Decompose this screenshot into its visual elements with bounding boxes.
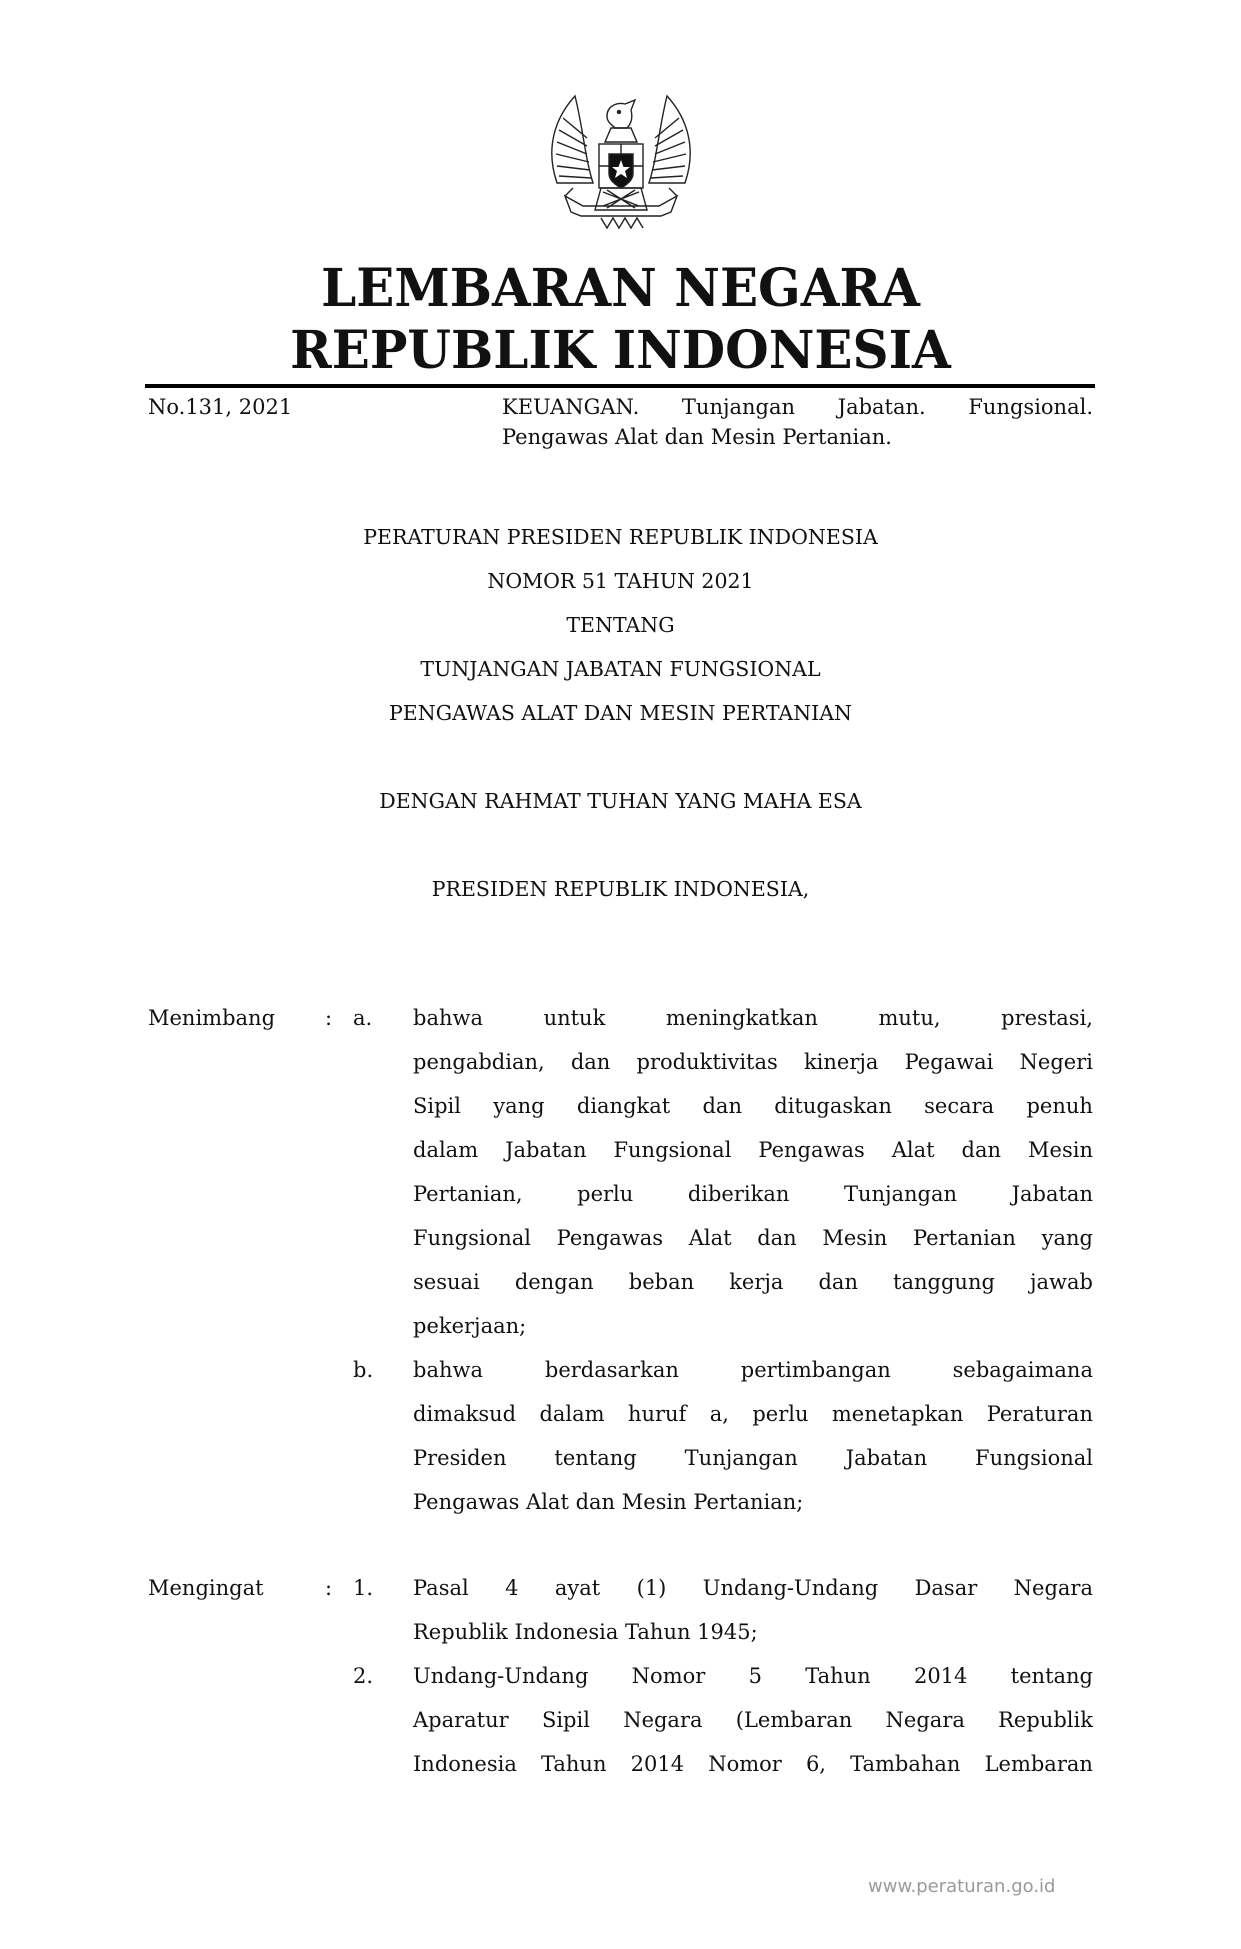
issue-description-line1: KEUANGAN. Tunjangan Jabatan. Fungsional.	[502, 395, 1093, 419]
regulation-type: PERATURAN PRESIDEN REPUBLIK INDONESIA	[363, 525, 878, 549]
menimbang-item-a-text	[413, 996, 1093, 1348]
menimbang-item-b-text	[413, 1348, 1093, 1524]
mengingat-label: Mengingat	[148, 1576, 264, 1600]
menimbang-item-b-marker: b.	[353, 1358, 374, 1382]
masthead-title-line2: REPUBLIK INDONESIA	[290, 318, 951, 381]
text-line: sesuai dengan beban kerja dan tanggung jawab	[413, 1270, 1093, 1294]
menimbang-label: Menimbang	[148, 1006, 276, 1030]
mengingat-item-1-marker: 1.	[353, 1576, 374, 1600]
issue-description-line2: Pengawas Alat dan Mesin Pertanian.	[502, 425, 892, 449]
text-line: bahwa berdasarkan pertimbangan sebagaimana	[413, 1358, 1093, 1382]
mengingat-colon: :	[325, 1576, 333, 1600]
text-line: pekerjaan;	[413, 1314, 527, 1338]
mengingat-item-1-text	[413, 1566, 1093, 1654]
regulation-subject-line1: TUNJANGAN JABATAN FUNGSIONAL	[420, 657, 821, 681]
text-line: dimaksud dalam huruf a, perlu menetapkan Peraturan	[413, 1402, 1093, 1426]
invocation: DENGAN RAHMAT TUHAN YANG MAHA ESA	[379, 789, 862, 813]
mengingat-item-2-text	[413, 1654, 1093, 1786]
text-line: dalam Jabatan Fungsional Pengawas Alat dan Mesin	[413, 1138, 1093, 1162]
text-line: Pengawas Alat dan Mesin Pertanian;	[413, 1490, 804, 1514]
masthead-divider	[145, 384, 1095, 388]
text-line: Indonesia Tahun 2014 Nomor 6, Tambahan Lembaran	[413, 1752, 1093, 1776]
mengingat-item-2-marker: 2.	[353, 1664, 374, 1688]
text-line: Presiden tentang Tunjangan Jabatan Fungsional	[413, 1446, 1093, 1470]
text-line: pengabdian, dan produktivitas kinerja Pegawai Negeri	[413, 1050, 1093, 1074]
regulation-number: NOMOR 51 TAHUN 2021	[487, 569, 754, 593]
issue-description	[502, 392, 1093, 452]
masthead-title-line1: LEMBARAN NEGARA	[321, 256, 920, 319]
text-line: Sipil yang diangkat dan ditugaskan secara penuh	[413, 1094, 1093, 1118]
text-line: Pasal 4 ayat (1) Undang-Undang Dasar Negara	[413, 1576, 1093, 1600]
regulation-about: TENTANG	[566, 613, 675, 637]
text-line: Republik Indonesia Tahun 1945;	[413, 1620, 758, 1644]
text-line: Undang-Undang Nomor 5 Tahun 2014 tentang	[413, 1664, 1093, 1688]
garuda-emblem-icon	[535, 88, 707, 238]
footer-url-link[interactable]: www.peraturan.go.id	[868, 1876, 1056, 1897]
issue-number: No.131, 2021	[148, 395, 293, 419]
menimbang-item-a-marker: a.	[353, 1006, 373, 1030]
text-line: bahwa untuk meningkatkan mutu, prestasi,	[413, 1006, 1093, 1030]
text-line: Aparatur Sipil Negara (Lembaran Negara Republik	[413, 1708, 1093, 1732]
text-line: Fungsional Pengawas Alat dan Mesin Pertanian yang	[413, 1226, 1093, 1250]
text-line: Pertanian, perlu diberikan Tunjangan Jabatan	[413, 1182, 1093, 1206]
issuer: PRESIDEN REPUBLIK INDONESIA,	[431, 877, 810, 901]
menimbang-colon: :	[325, 1006, 333, 1030]
regulation-subject-line2: PENGAWAS ALAT DAN MESIN PERTANIAN	[389, 701, 852, 725]
